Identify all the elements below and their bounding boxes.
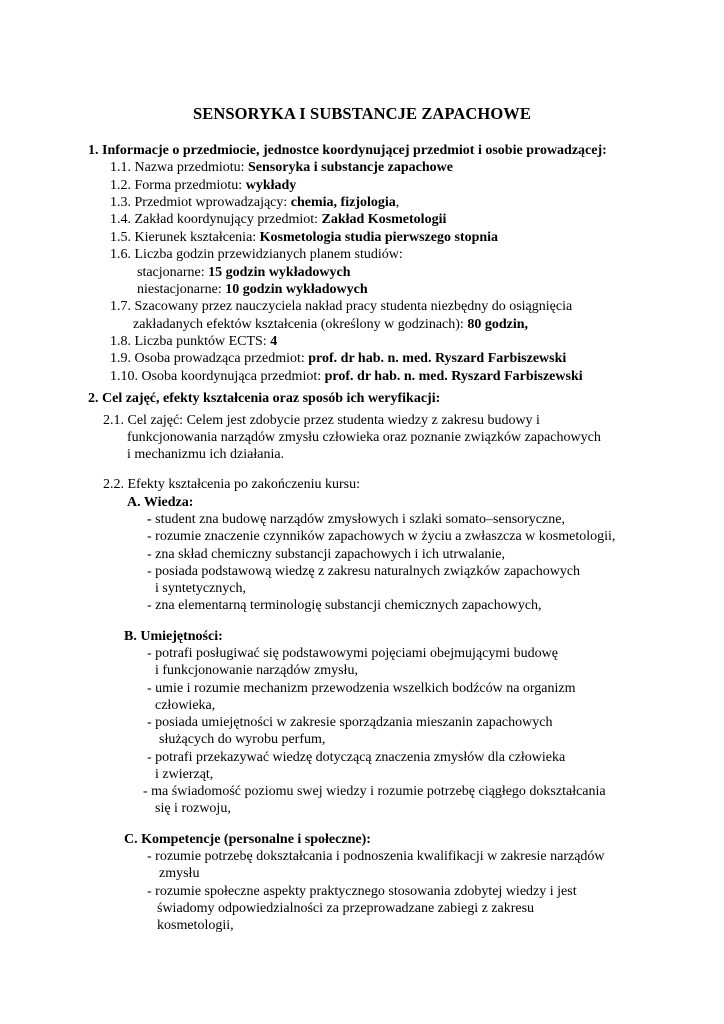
item-1-7-line1: 1.7. Szacowany przez nauczyciela nakład pracy studenta niezbędny do osiągnięcia — [110, 299, 573, 314]
goal-line-3: i mechanizmu ich działania. — [127, 447, 285, 462]
item-value: 15 godzin wykładowych — [208, 265, 351, 280]
item-1-2 — [110, 177, 296, 194]
document-title: SENSORYKA I SUBSTANCJE ZAPACHOWE — [192, 104, 532, 123]
effects-heading: 2.2. Efekty kształcenia po zakończeniu kursu: — [103, 477, 360, 492]
umiejetnosci-item-continuation: i funkcjonowanie narządów zmysłu, — [155, 663, 358, 678]
umiejetnosci-item-continuation: i zwierząt, — [155, 767, 214, 782]
item-label: 1.1. Nazwa przedmiotu: — [110, 160, 249, 175]
item-1-1 — [110, 159, 453, 176]
kompetencje-item-continuation: zmysłu — [159, 866, 200, 881]
kompetencje-item-continuation: kosmetologii, — [157, 918, 234, 933]
item-label: 1.9. Osoba prowadząca przedmiot: — [110, 351, 309, 366]
item-1-9 — [110, 350, 566, 367]
section-1-heading: 1. Informacje o przedmiocie, jednostce koordynującej przedmiot i osobie prowadzącej: — [88, 143, 607, 158]
kompetencje-item: - rozumie społeczne aspekty praktycznego stosowania zdobytej wiedzy i jest — [147, 884, 577, 899]
item-suffix: , — [395, 195, 400, 210]
item-label: 1.10. Osoba koordynująca przedmiot: — [110, 369, 325, 384]
item-1-6-stacjonarne — [137, 264, 351, 281]
item-value: 80 godzin, — [467, 317, 528, 332]
umiejetnosci-item: - potrafi posługiwać się podstawowymi pojęciami obejmującymi budowę — [147, 646, 558, 661]
item-value: 4 — [270, 334, 278, 349]
umiejetnosci-item: - umie i rozumie mechanizm przewodzenia wszelkich bodźców na organizm — [147, 681, 576, 696]
item-value: Zakład Kosmetologii — [321, 212, 447, 227]
wiedza-item: - zna elementarną terminologię substancji chemicznych zapachowych, — [147, 598, 542, 613]
wiedza-item-continuation: i syntetycznych, — [155, 581, 246, 596]
item-value: wykłady — [245, 178, 297, 193]
item-label: 1.2. Forma przedmiotu: — [110, 178, 246, 193]
item-value: chemia, fizjologia — [290, 195, 396, 210]
umiejetnosci-item-continuation: służących do wyrobu perfum, — [159, 732, 326, 747]
umiejetnosci-item: - potrafi przekazywać wiedzę dotyczącą znaczenia zmysłów dla człowieka — [147, 750, 566, 765]
item-label: 1.8. Liczba punktów ECTS: — [110, 334, 271, 349]
umiejetnosci-heading: B. Umiejętności: — [124, 629, 223, 644]
item-label: zakładanych efektów kształcenia (określony w godzinach): — [133, 317, 468, 332]
wiedza-item — [147, 511, 565, 528]
item-label: 1.3. Przedmiot wprowadzający: — [110, 195, 291, 210]
item-value: prof. dr hab. n. med. Ryszard Farbiszewski — [308, 351, 567, 366]
item-1-7-line2 — [133, 316, 528, 333]
kompetencje-item-continuation: świadomy odpowiedzialności za przeprowadzane zabiegi z zakresu — [157, 901, 535, 916]
goal-line-1: 2.1. Cel zajęć: Celem jest zdobycie przez studenta wiedzy z zakresu budowy i — [103, 413, 540, 428]
item-label: stacjonarne: — [137, 265, 209, 280]
item-label: 1.4. Zakład koordynujący przedmiot: — [110, 212, 322, 227]
goal-line-2: funkcjonowania narządów zmysłu człowieka oraz poznanie związków zapachowych — [127, 430, 601, 445]
item-1-6: 1.6. Liczba godzin przewidzianych planem studiów: — [110, 247, 403, 262]
umiejetnosci-item-continuation: się i rozwoju, — [155, 801, 231, 816]
item-label: niestacjonarne: — [137, 282, 226, 297]
section-2-heading: 2. Cel zajęć, efekty kształcenia oraz sposób ich weryfikacji: — [88, 391, 441, 406]
item-1-10 — [110, 368, 583, 385]
kompetencje-heading: C. Kompetencje (personalne i społeczne): — [124, 832, 371, 847]
item-value: Sensoryka i substancje zapachowe — [248, 160, 453, 175]
item-text: student zna budowę narządów zmysłowych i szlaki somato–sensoryczne, — [155, 512, 565, 527]
item-1-5 — [110, 229, 498, 246]
kompetencje-item: - rozumie potrzebę dokształcania i podnoszenia kwalifikacji w zakresie narządów — [147, 849, 605, 864]
item-1-3 — [110, 194, 399, 211]
item-1-8 — [110, 333, 277, 350]
item-value: prof. dr hab. n. med. Ryszard Farbiszewski — [324, 369, 583, 384]
item-label: 1.5. Kierunek kształcenia: — [110, 230, 260, 245]
umiejetnosci-item: - ma świadomość poziomu swej wiedzy i rozumie potrzebę ciągłego dokształcania — [143, 784, 606, 799]
item-1-6-niestacjonarne — [137, 281, 368, 298]
item-value: 10 godzin wykładowych — [225, 282, 368, 297]
bullet-dash: - — [147, 512, 152, 527]
wiedza-item: - posiada podstawową wiedzę z zakresu naturalnych związków zapachowych — [147, 564, 581, 579]
item-value: Kosmetologia studia pierwszego stopnia — [259, 230, 499, 245]
wiedza-heading: A. Wiedza: — [127, 495, 194, 510]
umiejetnosci-item-continuation: człowieka, — [155, 698, 216, 713]
wiedza-item: - rozumie znaczenie czynników zapachowych w życiu a zwłaszcza w kosmetologii, — [147, 529, 616, 544]
wiedza-item: - zna skład chemiczny substancji zapachowych i ich utrwalanie, — [147, 547, 506, 562]
item-1-4 — [110, 211, 446, 228]
umiejetnosci-item: - posiada umiejętności w zakresie sporządzania mieszanin zapachowych — [147, 715, 553, 730]
